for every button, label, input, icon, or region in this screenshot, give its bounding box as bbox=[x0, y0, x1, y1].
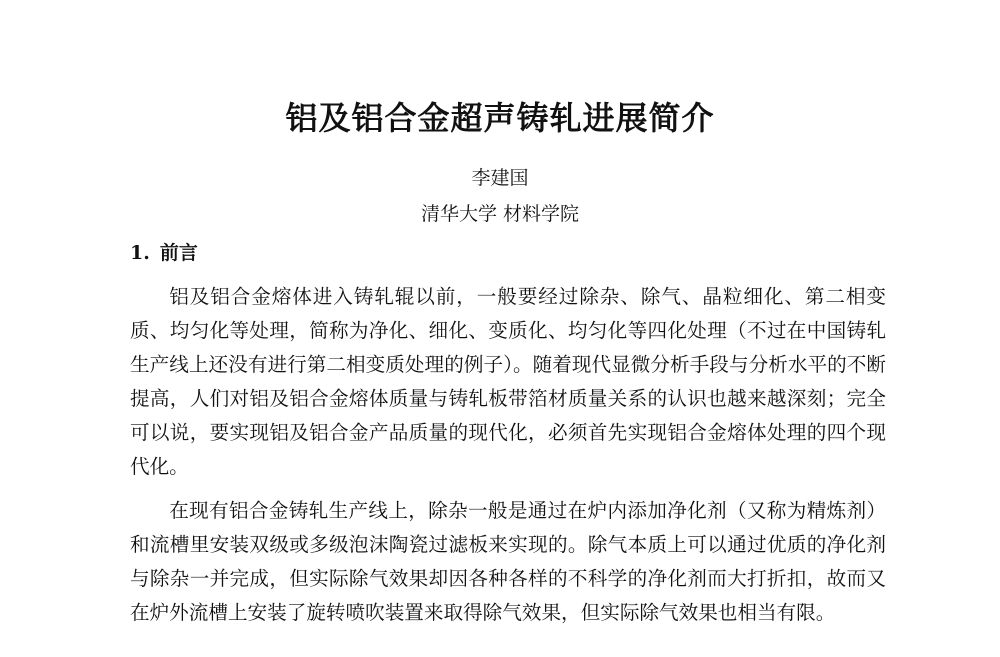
section-number: 1. bbox=[130, 242, 150, 264]
paper-title: 铝及铝合金超声铸轧进展简介 bbox=[285, 99, 715, 137]
author-name: 李建国 bbox=[471, 167, 529, 189]
body-paragraph: 铝及铝合金熔体进入铸轧辊以前，一般要经过除杂、除气、晶粒细化、第二相变质、均匀化等处理，简称为净化、细化、变质化、均匀化等四化处理（不过在中国铸轧生产线上还没有进行第二相变质处理的例子）。随着现代显微分析手段与分析水平的不断提高，人们对铝及铝合金熔体质量与铸轧板带箔材质量关系的认识也越来越深刻；完全可以说，要实现铝及铝合金产品质量的现代化，必须首先实现铝合金熔体处理的四个现代化。 bbox=[130, 285, 886, 478]
section-title: 前言 bbox=[159, 242, 198, 264]
body-paragraph: 在现有铝合金铸轧生产线上，除杂一般是通过在炉内添加净化剂（又称为精炼剂）和流槽里安装双级或多级泡沫陶瓷过滤板来实现的。除气本质上可以通过优质的净化剂与除杂一并完成，但实际除气效果却因各种各样的不科学的净化剂而大打折扣，故而又在炉外流槽上安装了旋转喷吹装置来取得除气效果，但实际除气效果也相当有限。 bbox=[130, 499, 886, 624]
section-body bbox=[130, 280, 886, 640]
section-heading bbox=[130, 240, 198, 266]
author-affiliation: 清华大学 材料学院 bbox=[420, 203, 580, 225]
